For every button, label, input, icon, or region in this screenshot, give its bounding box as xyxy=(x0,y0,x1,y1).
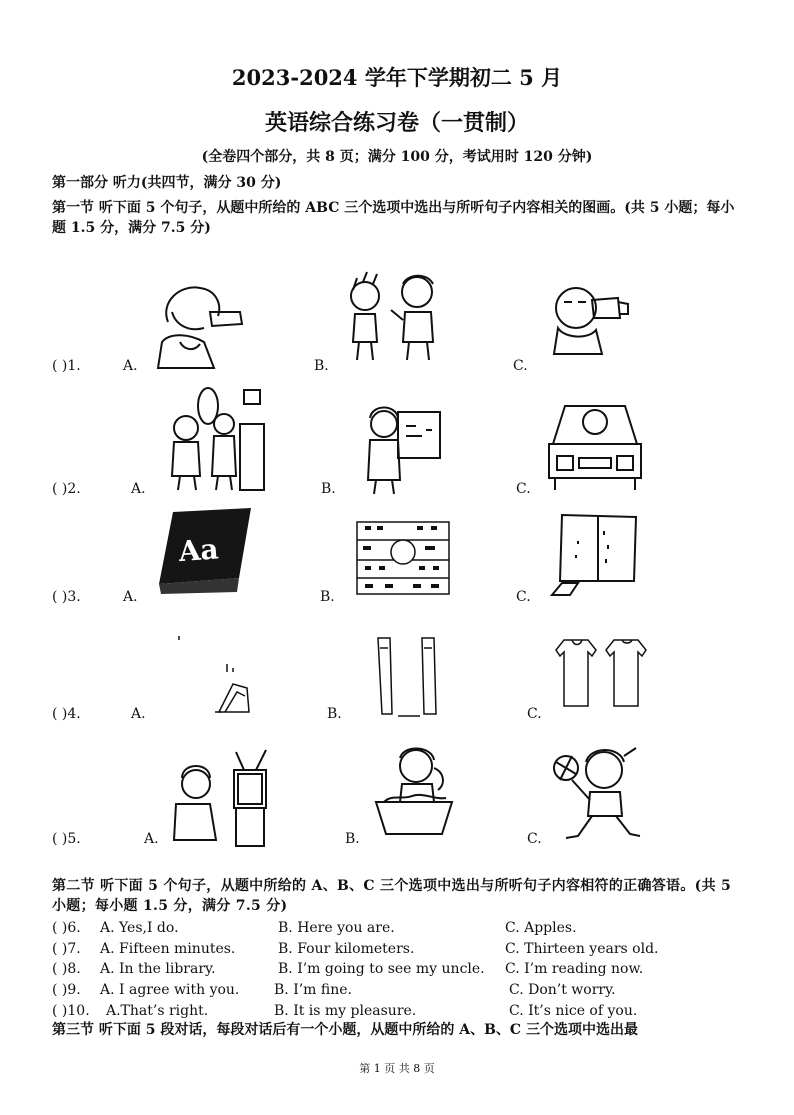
section2-instruction: 第二节 听下面 5 个句子，从题中所给的 A、B、C 三个选项中选出与所听句子内容相符的正确答语。(共 5 小题；每小题 1.5 分，满分 7.5 分) xyxy=(52,878,732,914)
girl-playing-ball-image xyxy=(550,740,642,844)
question-number: ( )8. xyxy=(52,961,81,977)
section1-instruction: 第一节 听下面 5 个句子，从题中所给的 ABC 三个选项中选出与所听句子内容相关的图画。(共 5 小题；每小题 1.5 分，满分 7.5 分) xyxy=(52,200,735,236)
question-number: ( )3. xyxy=(52,589,81,605)
option-c-label: C. xyxy=(527,706,542,722)
option-b: B. Here you are. xyxy=(278,920,395,936)
question-number: ( )1. xyxy=(52,358,81,374)
option-c-label: C. xyxy=(513,358,528,374)
question-number: ( )7. xyxy=(52,941,81,957)
option-b: B. It is my pleasure. xyxy=(274,1003,417,1019)
boy-in-car-image xyxy=(547,400,643,492)
option-a: A. I agree with you. xyxy=(100,982,240,998)
girl-watching-tv-image xyxy=(166,748,278,848)
option-b: B. I’m fine. xyxy=(274,982,352,998)
teacher-blackboard-image xyxy=(362,400,442,496)
option-c-label: C. xyxy=(516,589,531,605)
question-number: ( )10. xyxy=(52,1003,90,1019)
option-a-label: A. xyxy=(123,589,138,605)
option-c: C. It’s nice of you. xyxy=(509,1003,638,1019)
title-line-1: 2023-2024 学年下学期初二 5 月 xyxy=(231,65,563,90)
option-a: A.That’s right. xyxy=(106,1003,209,1019)
question-number: ( )6. xyxy=(52,920,81,936)
dictionary-book-image xyxy=(155,506,255,594)
option-c: C. Apples. xyxy=(505,920,577,936)
option-b-label: B. xyxy=(314,358,329,374)
option-a: A. Fifteen minutes. xyxy=(100,941,236,957)
two-boys-talking-image xyxy=(343,270,443,362)
question-number: ( )2. xyxy=(52,481,81,497)
option-b-label: B. xyxy=(320,589,335,605)
trousers-image xyxy=(370,634,446,720)
option-c-label: C. xyxy=(516,481,531,497)
question-number: ( )4. xyxy=(52,706,81,722)
option-c: C. Don’t worry. xyxy=(509,982,616,998)
option-b-label: B. xyxy=(327,706,342,722)
option-a-label: A. xyxy=(131,481,146,497)
open-notebook-image xyxy=(548,511,644,597)
page-footer: 第 1 页 共 8 页 xyxy=(359,1062,435,1075)
option-a: A. Yes,I do. xyxy=(100,920,179,936)
girl-drinking-image xyxy=(150,282,250,370)
option-a-label: A. xyxy=(131,706,146,722)
option-a-label: A. xyxy=(123,358,138,374)
girl-washing-clothes-image xyxy=(372,744,458,840)
question-number: ( )9. xyxy=(52,982,81,998)
option-c: C. Thirteen years old. xyxy=(505,941,659,957)
option-b: B. Four kilometers. xyxy=(278,941,415,957)
option-c-label: C. xyxy=(527,831,542,847)
family-kitchen-image xyxy=(160,384,270,494)
option-c: C. I’m reading now. xyxy=(505,961,644,977)
part1-heading: 第一部分 听力(共四节，满分 30 分) xyxy=(52,175,282,191)
question-number: ( )5. xyxy=(52,831,81,847)
option-a: A. In the library. xyxy=(100,961,216,977)
title-line-2: 英语综合练习卷（一贯制） xyxy=(264,110,529,136)
book-cover-text: Aa xyxy=(177,532,220,569)
kid-with-camera-image xyxy=(548,282,633,357)
two-shirts-image xyxy=(552,636,648,710)
exam-subtitle: (全卷四个部分，共 8 页；满分 100 分，考试用时 120 分钟) xyxy=(201,149,593,165)
section3-instruction: 第三节 听下面 5 段对话，每段对话后有一个小题，从题中所给的 A、B、C 三个选项中选出最 xyxy=(52,1022,638,1038)
option-b-label: B. xyxy=(345,831,360,847)
option-b-label: B. xyxy=(321,481,336,497)
option-a-label: A. xyxy=(144,831,159,847)
high-heel-shoes-image xyxy=(175,632,255,718)
supermarket-image xyxy=(355,520,451,596)
option-b: B. I’m going to see my uncle. xyxy=(278,961,485,977)
